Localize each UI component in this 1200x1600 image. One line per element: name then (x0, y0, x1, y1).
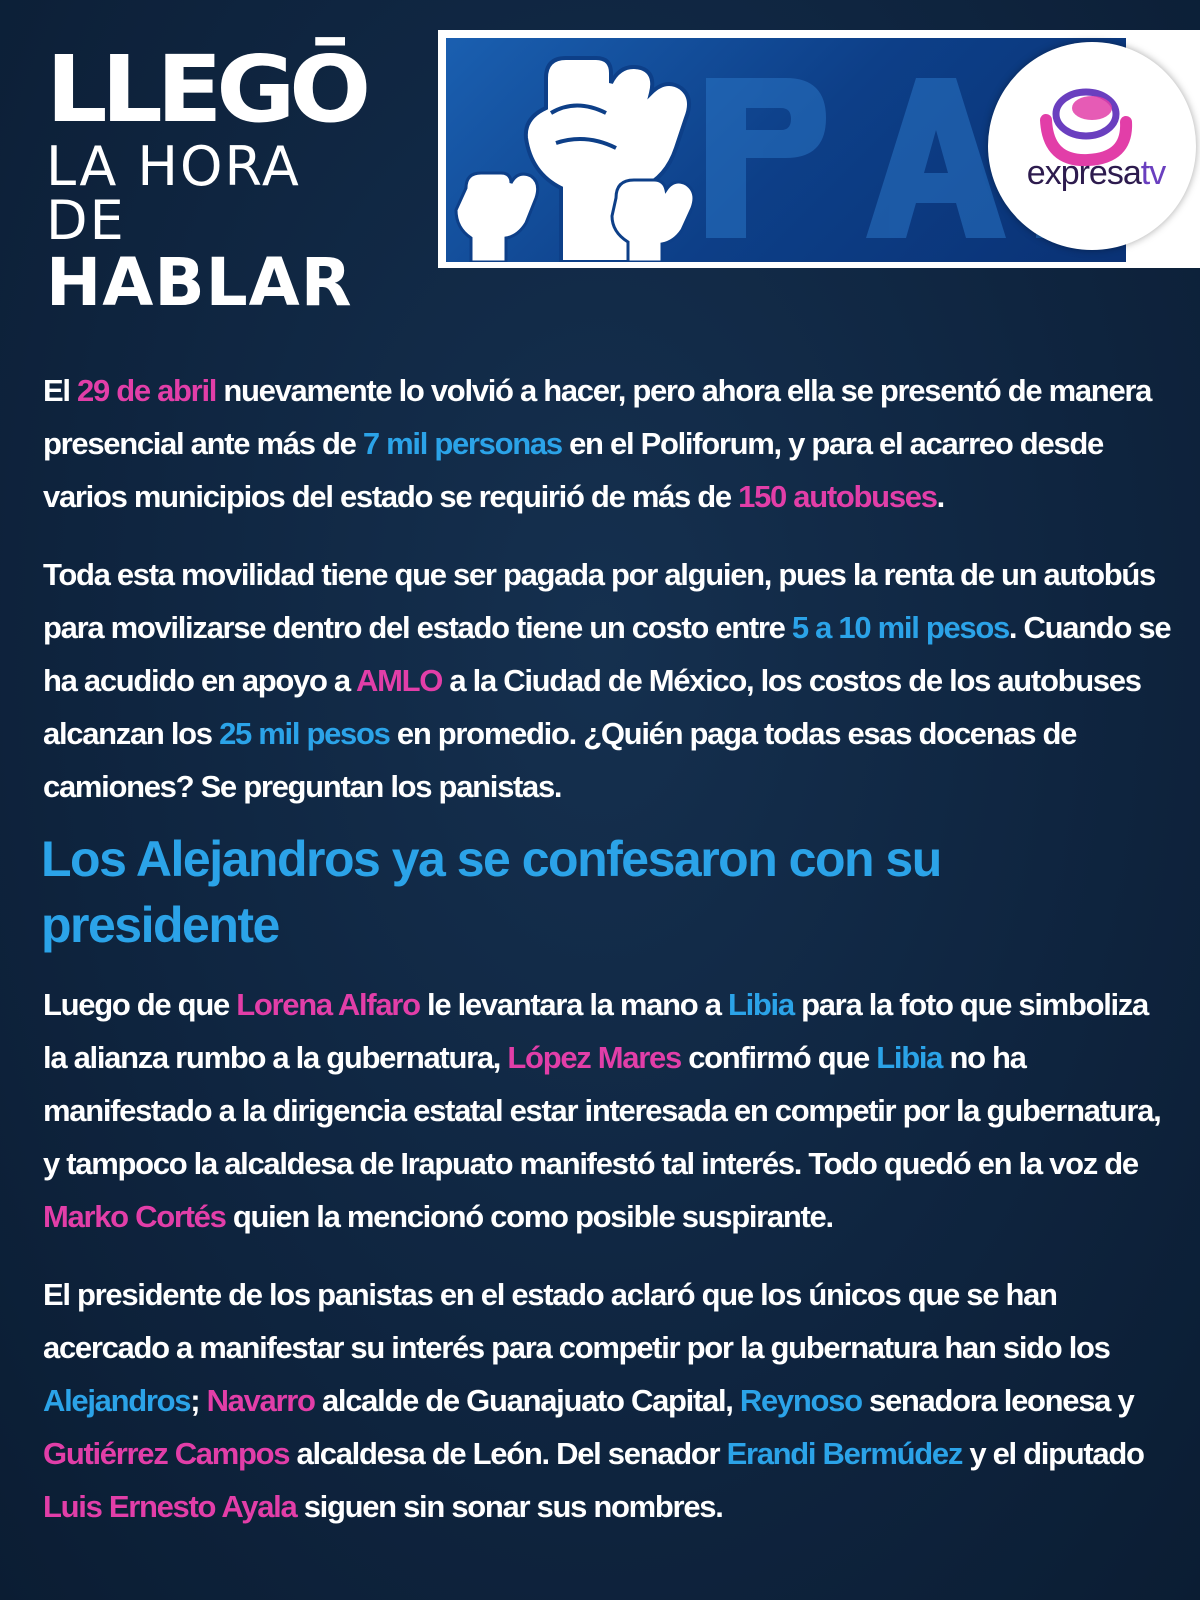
body-text: en el Poliforum, y para el acarreo desde varios municipios del estado se requirió de más de (43, 426, 1103, 514)
highlight-text: Lorena Alfaro (236, 987, 420, 1022)
highlight-text: 25 mil pesos (219, 716, 390, 751)
body-text: para la foto que simboliza la alianza rumbo a la gubernatura, (43, 987, 1148, 1075)
body-text: quien la mencionó como posible suspirante. (225, 1199, 833, 1234)
body-text: a la Ciudad de México, los costos de los autobuses alcanzan los (43, 663, 1141, 751)
headline-block (46, 36, 396, 321)
body-text: Luego de que (43, 987, 237, 1022)
article-body (43, 364, 1173, 1558)
highlight-text: AMLO (356, 663, 443, 698)
paragraph-3 (43, 978, 1173, 1243)
highlight-text: Gutiérrez Campos (43, 1436, 290, 1471)
logo-wordmark-main: expresa (1026, 154, 1141, 192)
headline-line-2: LA HORA DE (46, 135, 301, 252)
headline-line-3: HABLAR (46, 244, 353, 321)
paragraph-4 (43, 1268, 1173, 1533)
body-text: siguen sin sonar sus nombres. (296, 1489, 723, 1524)
body-text: confirmó que (680, 1040, 877, 1075)
body-text: en promedio. ¿Quién paga todas esas docenas de camiones? Se preguntan los panistas. (43, 716, 1077, 804)
highlight-text: 5 a 10 mil pesos (791, 610, 1009, 645)
body-text: ; (190, 1383, 207, 1418)
body-text: . (936, 479, 944, 514)
body-text: le levantara la mano a (419, 987, 728, 1022)
highlight-text: Navarro (206, 1383, 315, 1418)
body-text: senadora leonesa y (861, 1383, 1134, 1418)
highlight-text: 150 autobuses (738, 479, 937, 514)
body-text: nuevamente lo volvió a hacer, pero ahora ella se presentó de manera presencial ante más de (43, 373, 1152, 461)
highlight-text: Libia (727, 987, 794, 1022)
highlight-text: Marko Cortés (43, 1199, 226, 1234)
highlight-text: Alejandros (43, 1383, 191, 1418)
body-text: El presidente de los panistas en el estado aclaró que los únicos que se han acercado a manifestar su interés para competir por la gubernatura han sido los (43, 1277, 1110, 1365)
body-text: Toda esta movilidad tiene que ser pagada por alguien, pues la renta de un autobús para movilizarse dentro del estado tiene un costo entre (43, 557, 1155, 645)
logo-wordmark-tv: tv (1140, 154, 1166, 192)
body-text: no ha manifestado a la dirigencia estatal estar interesada en competir por la gubernatura, y tampoco la alcaldesa de Irapuato manifestó tal interés. Todo quedó en la voz de (43, 1040, 1161, 1181)
paragraph-2 (43, 548, 1173, 813)
body-text: alcaldesa de León. Del senador (289, 1436, 727, 1471)
body-text: . Cuando se ha acudido en apoyo a (43, 610, 1171, 698)
section-heading: Los Alejandros ya se confesaron con su presidente (41, 831, 941, 953)
highlight-text: López Mares (507, 1040, 681, 1075)
paragraph-1 (43, 364, 1173, 523)
body-text: El (43, 373, 78, 408)
expresatv-logo (988, 42, 1196, 250)
headline-line-1: LLEGŌ (46, 36, 366, 143)
logo-swirl-icon (988, 42, 1196, 250)
highlight-text: Libia (876, 1040, 943, 1075)
highlight-text: 7 mil personas (362, 426, 562, 461)
highlight-text: Reynoso (739, 1383, 862, 1418)
highlight-text: Luis Ernesto Ayala (43, 1489, 297, 1524)
body-text: y el diputado (962, 1436, 1144, 1471)
highlight-text: 29 de abril (77, 373, 217, 408)
highlight-text: Erandi Bermúdez (726, 1436, 963, 1471)
body-text: alcalde de Guanajuato Capital, (314, 1383, 740, 1418)
logo-wordmark (1006, 154, 1186, 193)
